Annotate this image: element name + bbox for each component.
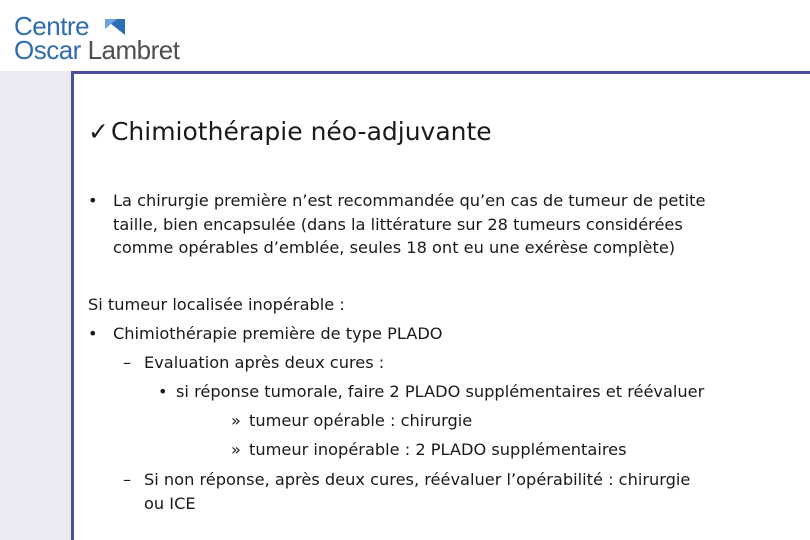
logo-line-oscar-lambret xyxy=(14,36,179,64)
frame-vertical-rule xyxy=(71,71,74,540)
bullet1-line1: La chirurgie première n’est recommandée qu’en cas de tumeur de petite xyxy=(113,191,706,210)
subbullet-marker: • xyxy=(158,382,168,401)
bullet1-line3: comme opérables d’emblée, seules 18 ont eu une exérèse complète) xyxy=(113,238,676,257)
arrow-marker: » xyxy=(231,440,241,459)
bullet1-line2: taille, bien encapsulée (dans la littérature sur 28 tumeurs considérées xyxy=(113,214,683,234)
section-label: Si tumeur localisée inopérable : xyxy=(88,295,345,314)
dash-marker: – xyxy=(123,470,132,489)
subbullet-text: si réponse tumorale, faire 2 PLADO supplémentaires et réévaluer xyxy=(176,382,705,401)
bullet-marker: • xyxy=(88,191,98,210)
slide-title-text: Chimiothérapie néo-adjuvante xyxy=(110,117,492,146)
centre-oscar-lambret-logo xyxy=(14,12,224,68)
slide-title xyxy=(88,116,492,148)
arrow-marker: » xyxy=(231,411,241,430)
logo-lambret: Lambret xyxy=(87,35,180,65)
dash1-text: Evaluation après deux cures : xyxy=(144,353,385,372)
arrow1-text: tumeur opérable : chirurgie xyxy=(249,411,473,430)
left-accent-panel xyxy=(0,71,72,540)
dash2-line2: ou ICE xyxy=(144,494,196,513)
logo-arrow-mark-icon xyxy=(103,17,127,37)
bullet2-text: Chimiothérapie première de type PLADO xyxy=(113,324,443,343)
bullet-marker: • xyxy=(88,324,98,343)
dash2-line1: Si non réponse, après deux cures, réévaluer l’opérabilité : chirurgie xyxy=(144,470,691,489)
arrow2-text: tumeur inopérable : 2 PLADO supplémentaires xyxy=(249,440,627,459)
logo-line-centre: Centre xyxy=(14,11,90,41)
dash-marker: – xyxy=(123,353,132,372)
logo-oscar: Oscar xyxy=(14,35,81,65)
checkmark-icon: ✓ xyxy=(88,117,109,146)
frame-horizontal-rule xyxy=(71,71,810,74)
